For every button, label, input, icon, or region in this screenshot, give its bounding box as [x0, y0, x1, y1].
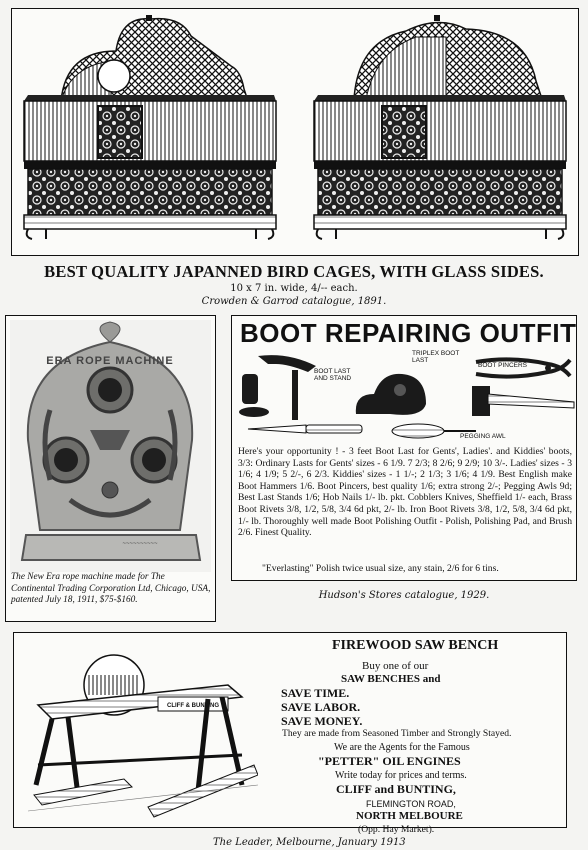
saw-bench-firm: CLIFF and BUNTING, — [336, 782, 456, 796]
saw-bench-road: FLEMINGTON ROAD, — [366, 799, 456, 809]
saw-bench-petter: "PETTER" OIL ENGINES — [318, 754, 461, 768]
bird-cages-size-price: 10 x 7 in. wide, 4/-- each. — [230, 283, 358, 294]
saw-bench-agents: We are the Agents for the Famous — [334, 742, 470, 753]
pegging-awl-label: PEGGING AWL — [460, 433, 506, 440]
triplex-boot-last-icon — [350, 364, 430, 420]
triplex-boot-last-label: TRIPLEX BOOT LAST — [412, 350, 460, 364]
saw-bench-saw-benches: SAW BENCHES and — [341, 673, 441, 685]
saw-bench-source: The Leader, Melbourne, January 1913 — [213, 837, 406, 848]
rope-machine-caption: The New Era rope machine made for The Continental Trading Corporation Ltd, Chicago, USA, patented July 18, 1911, $75-$160. — [11, 572, 211, 605]
saw-bench-panel — [13, 632, 567, 828]
saw-bench-write: Write today for prices and terms. — [335, 770, 467, 781]
saw-bench-buy-line: Buy one of our — [362, 660, 429, 672]
bird-cages-headline: BEST QUALITY JAPANNED BIRD CAGES, WITH GLASS SIDES. — [44, 262, 544, 281]
boot-outfit-panel — [231, 315, 577, 581]
saw-bench-save-money: SAVE MONEY. — [281, 714, 363, 728]
boot-pincers-label: BOOT PINCERS — [478, 362, 528, 369]
svg-text:~~~~~~~~~~: ~~~~~~~~~~ — [122, 541, 158, 547]
bird-cage-right-illustration — [306, 11, 574, 253]
saw-bench-label: CLIFF & BUNTING — [167, 703, 219, 709]
rope-machine-embossed-text: ERA ROPE MACHINE — [46, 355, 174, 367]
rope-machine-photo — [10, 320, 211, 572]
boot-outfit-title: BOOT REPAIRING OUTFIT — [240, 318, 577, 348]
saw-bench-save-time: SAVE TIME. — [281, 686, 350, 700]
saw-bench-illustration — [28, 645, 258, 820]
bird-cage-left-illustration — [16, 11, 284, 253]
rope-machine-panel — [5, 315, 216, 622]
saw-bench-opp: (Opp. Hay Market). — [358, 824, 435, 835]
boot-outfit-body: Here's your opportunity ! - 3 feet Boot Last for Gents', Ladies'. and Kiddies' boots, 3/3: Ordinary Lasts for Gents' sizes - 6 1/9. 7 2/3; 8 2/6; 9 2/9; 10 3/-. Ladies' sizes - 3 1/6; 4 1/9; 5 2/-, 6 2/3. Kiddies' sizes - 1 1/-; 2 1/3; 3 1/6; 4 1/9. Best English make Boot Hammers 1/6. Boot Pincers, best quality 1/6; extra strong 2/-; Pegging Awls 9d; Best Last Stands 1/6; Hob Nails 1/- lb. pkt. Cobblers Knives, Sheffield 1/- each, Brass Boot Rivets 3/8, 1/2, 5/8, 3/4 6d pkt, 2/- lb. Iron Boot Rivets 3/8, 1/2, 5/8, 3/4 6d pkt, 1/- lb. Thoroughly well made Boot Polishing Outfit - Polish, Polishing Pad, and Brush 2/6. Finest Quality. — [238, 446, 572, 539]
saw-bench-timber: They are made from Seasoned Timber and Strongly Stayed. — [282, 728, 512, 739]
bird-cages-panel — [11, 8, 579, 256]
boot-last-and-stand-label: BOOT LAST AND STAND — [314, 368, 352, 382]
bird-cages-source: Crowden & Garrod catalogue, 1891. — [201, 296, 387, 307]
boot-last-and-stand-icon — [238, 352, 318, 424]
boot-hammer-icon — [464, 382, 576, 420]
cobblers-knife-icon — [246, 422, 366, 436]
saw-bench-title: FIREWOOD SAW BENCH — [332, 638, 499, 653]
saw-bench-save-labor: SAVE LABOR. — [281, 700, 361, 714]
boot-outfit-source: Hudson's Stores catalogue, 1929. — [318, 590, 490, 601]
boot-outfit-everlasting: "Everlasting" Polish twice usual size, any stain, 2/6 for 6 tins. — [262, 563, 499, 574]
saw-bench-suburb: NORTH MELBOURE — [356, 810, 463, 822]
